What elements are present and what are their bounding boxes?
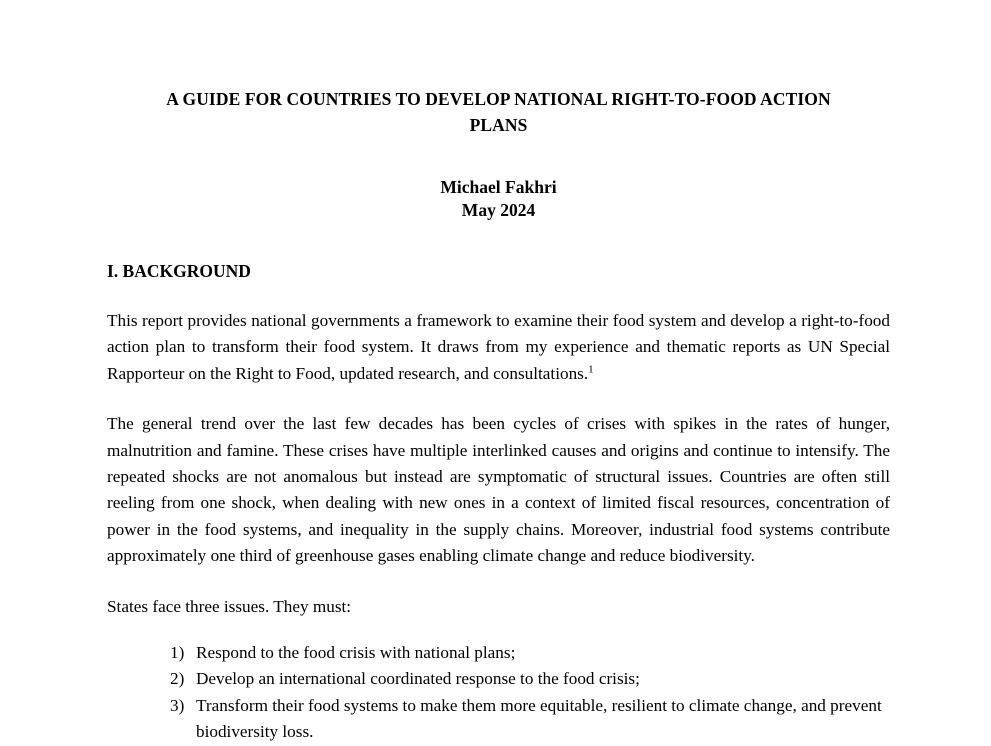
page-title-line-2: PLANS [469, 115, 528, 135]
states-issues-list [107, 620, 890, 746]
publication-date: May 2024 [461, 200, 536, 220]
list-item-label: Respond to the food crisis with national plans; [196, 643, 516, 663]
paragraph-report-overview [107, 282, 890, 387]
list-item-marker: 2) [170, 669, 185, 689]
page-title-line-1: A GUIDE FOR COUNTRIES TO DEVELOP NATIONAL RIGHT-TO-FOOD ACTION [166, 89, 831, 109]
paragraph-states-face-issues: States face three issues. They must: [107, 596, 352, 616]
document-content-column [107, 0, 890, 746]
list-item [107, 640, 890, 666]
list-item-marker: 1) [170, 643, 185, 663]
list-item-label: Transform their food systems to make them more equitable, resilient to climate change, and prevent biodiversity loss. [196, 695, 882, 742]
section-heading-background: I. BACKGROUND [107, 261, 251, 281]
footnote-reference-1[interactable]: 1 [588, 363, 594, 376]
paragraph-general-trend: The general trend over the last few decades has been cycles of crises with spikes in the rates of hunger, malnutrition and famine. These crises have multiple interlinked causes and origins and continue to intensify. The repeated shocks are not anomalous but instead are symptomatic of structural issues. Countries are often still reeling from one shock, when dealing with new ones in a context of limited fiscal resources, concentration of power in the food systems, and inequality in the supply chains. Moreover, industrial food systems contribute approximately one third of greenhouse gases enabling climate change and reduce biodiversity. [107, 414, 890, 566]
page-title [107, 0, 890, 138]
list-item-marker: 3) [170, 695, 185, 715]
list-item [107, 666, 890, 692]
paragraph-report-overview-text: This report provides national governments a framework to examine their food system and develop a right-to-food action plan to transform their food system. It draws from my experience and thematic reports as UN Special Rapporteur on the Right to Food, updated research, and consultations. [107, 311, 890, 383]
list-item [107, 693, 890, 746]
author-name: Michael Fakhri [440, 177, 557, 197]
author-date-block [107, 176, 890, 222]
list-item-label: Develop an international coordinated response to the food crisis; [196, 669, 640, 689]
